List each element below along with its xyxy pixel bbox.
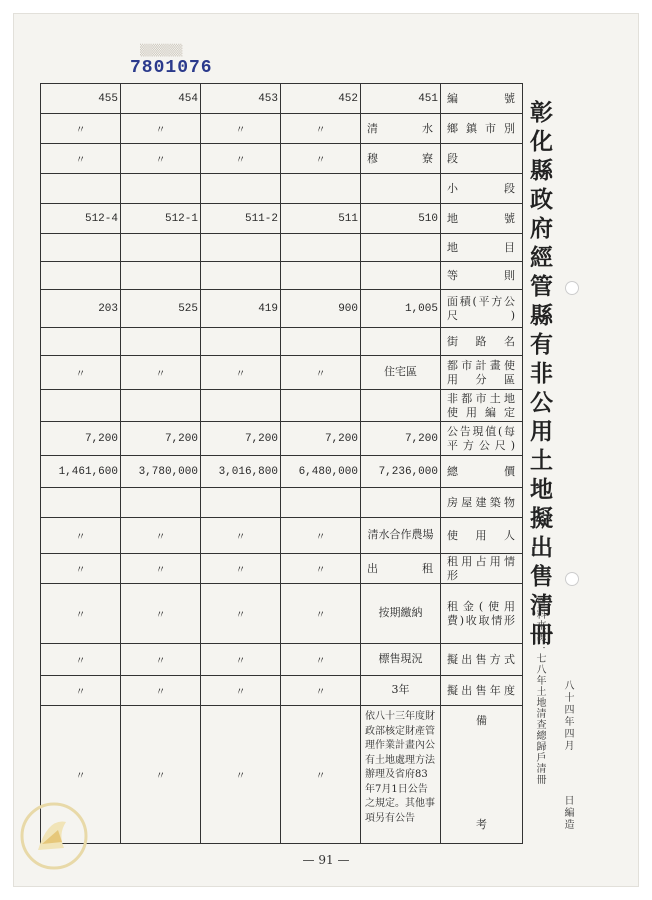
ditto-mark: 〃 (121, 554, 201, 584)
compiled-label: 日編造 (562, 795, 573, 831)
ditto-mark: 〃 (201, 554, 281, 584)
cell-area-452: 900 (281, 290, 361, 328)
ditto-mark: 〃 (121, 644, 201, 676)
faint-stamp: ▒▒▒▒▒ (140, 44, 183, 57)
row-rent-collection (41, 584, 523, 644)
cell-lot-453: 511-2 (201, 204, 281, 234)
ditto-mark: 〃 (41, 144, 121, 174)
cell-value-451: 7,200 (361, 422, 441, 456)
label-remarks (441, 706, 523, 844)
watermark-logo-icon (18, 800, 90, 872)
cell-value-454: 7,200 (121, 422, 201, 456)
ditto-mark: 〃 (41, 114, 121, 144)
cell-township-451: 清水 (361, 114, 441, 144)
cell-value-452: 7,200 (281, 422, 361, 456)
cell-value-453: 7,200 (201, 422, 281, 456)
cell-lot-454: 512-1 (121, 204, 201, 234)
cell-rent-451: 按期繳納 (361, 584, 441, 644)
label-lot: 地號 (441, 204, 523, 234)
row-zoning (41, 356, 523, 390)
source-note: 資料來源：七八年土地清查總歸戶清冊 (534, 598, 545, 785)
ditto-mark: 〃 (281, 518, 361, 554)
row-non-urban (41, 390, 523, 422)
row-section (41, 144, 523, 174)
cell-number-454: 454 (121, 84, 201, 114)
cell-number-452: 452 (281, 84, 361, 114)
ditto-mark: 〃 (281, 584, 361, 644)
row-sale-year (41, 676, 523, 706)
row-grade (41, 262, 523, 290)
cell-area-451: 1,005 (361, 290, 441, 328)
label-number: 編號 (441, 84, 523, 114)
ditto-mark: 〃 (121, 114, 201, 144)
row-remarks (41, 706, 523, 844)
ditto-mark: 〃 (41, 644, 121, 676)
label-buildings: 房屋建築物 (441, 488, 523, 518)
row-township (41, 114, 523, 144)
ditto-mark: 〃 (41, 518, 121, 554)
ditto-mark: 〃 (201, 518, 281, 554)
cell-area-455: 203 (41, 290, 121, 328)
ditto-mark: 〃 (201, 144, 281, 174)
label-zoning: 都市計畫使用分區 (441, 356, 523, 390)
ditto-mark: 〃 (121, 676, 201, 706)
page-number: — 91 — (302, 853, 350, 867)
cell-number-453: 453 (201, 84, 281, 114)
cell-lot-455: 512-4 (41, 204, 121, 234)
cell-total-454: 3,780,000 (121, 456, 201, 488)
ditto-mark: 〃 (201, 676, 281, 706)
label-sale-method: 擬出售方式 (441, 644, 523, 676)
ditto-mark: 〃 (121, 518, 201, 554)
cell-total-453: 3,016,800 (201, 456, 281, 488)
cell-number-455: 455 (41, 84, 121, 114)
label-street: 街路名 (441, 328, 523, 356)
cell-value-455: 7,200 (41, 422, 121, 456)
row-total-value (41, 456, 523, 488)
ditto-mark: 〃 (41, 584, 121, 644)
row-area (41, 290, 523, 328)
row-announced-value (41, 422, 523, 456)
ditto-mark: 〃 (281, 114, 361, 144)
label-announced-value: 公告現值(每平方公尺) (441, 422, 523, 456)
cell-section-451: 穆寮 (361, 144, 441, 174)
cell-number-451: 451 (361, 84, 441, 114)
label-user: 使用人 (441, 518, 523, 554)
label-remarks-top: 備 (476, 714, 487, 727)
label-township: 鄉鎮市別 (441, 114, 523, 144)
ditto-mark: 〃 (201, 644, 281, 676)
punch-hole (565, 572, 579, 586)
label-sale-year: 擬出售年度 (441, 676, 523, 706)
cell-sale-year-451: 3年 (361, 676, 441, 706)
row-user (41, 518, 523, 554)
ditto-mark: 〃 (281, 706, 361, 844)
label-occupancy: 租用占用情形 (441, 554, 523, 584)
document-number: 7801076 (130, 58, 213, 78)
ditto-mark: 〃 (41, 706, 121, 844)
label-section: 段 (441, 144, 523, 174)
row-occupancy (41, 554, 523, 584)
row-land-category (41, 234, 523, 262)
cell-user-451: 清水合作農場 (361, 518, 441, 554)
cell-area-453: 419 (201, 290, 281, 328)
ditto-mark: 〃 (121, 584, 201, 644)
label-area: 面積(平方公尺) (441, 290, 523, 328)
row-buildings (41, 488, 523, 518)
ditto-mark: 〃 (201, 114, 281, 144)
ditto-mark: 〃 (201, 706, 281, 844)
punch-hole (565, 281, 579, 295)
cell-occupancy-451: 出租 (361, 554, 441, 584)
row-number (41, 84, 523, 114)
cell-sale-method-451: 標售現況 (361, 644, 441, 676)
row-street (41, 328, 523, 356)
ditto-mark: 〃 (281, 356, 361, 390)
label-grade: 等則 (441, 262, 523, 290)
ditto-mark: 〃 (41, 554, 121, 584)
row-subsection (41, 174, 523, 204)
document-title: 彰化縣政府經管縣有非公用土地擬出售清冊 (526, 100, 553, 651)
label-non-urban: 非都市土地使用編定 (441, 390, 523, 422)
cell-total-452: 6,480,000 (281, 456, 361, 488)
label-remarks-bottom: 考 (476, 818, 487, 832)
label-total-value: 總價 (441, 456, 523, 488)
label-subsection: 小段 (441, 174, 523, 204)
label-land-category: 地目 (441, 234, 523, 262)
ditto-mark: 〃 (201, 356, 281, 390)
ditto-mark: 〃 (281, 554, 361, 584)
cell-lot-452: 511 (281, 204, 361, 234)
cell-remarks-451: 依八十三年度財政部核定財產管理作業計畫內公有土地處理方法辦理及省府83年7月1日公告之規定。其他事項另有公告 (361, 706, 441, 844)
cell-zoning-451: 住宅區 (361, 356, 441, 390)
ditto-mark: 〃 (281, 144, 361, 174)
compile-date: 八十四年四月 (562, 680, 573, 752)
ditto-mark: 〃 (41, 356, 121, 390)
label-rent-collection: 租金(使用費)收取情形 (441, 584, 523, 644)
cell-area-454: 525 (121, 290, 201, 328)
ditto-mark: 〃 (121, 706, 201, 844)
ditto-mark: 〃 (121, 144, 201, 174)
ditto-mark: 〃 (281, 676, 361, 706)
cell-total-455: 1,461,600 (41, 456, 121, 488)
row-sale-method (41, 644, 523, 676)
ditto-mark: 〃 (41, 676, 121, 706)
cell-lot-451: 510 (361, 204, 441, 234)
ditto-mark: 〃 (281, 644, 361, 676)
ditto-mark: 〃 (121, 356, 201, 390)
cell-total-451: 7,236,000 (361, 456, 441, 488)
row-lot (41, 204, 523, 234)
land-sale-table (40, 83, 523, 844)
ditto-mark: 〃 (201, 584, 281, 644)
